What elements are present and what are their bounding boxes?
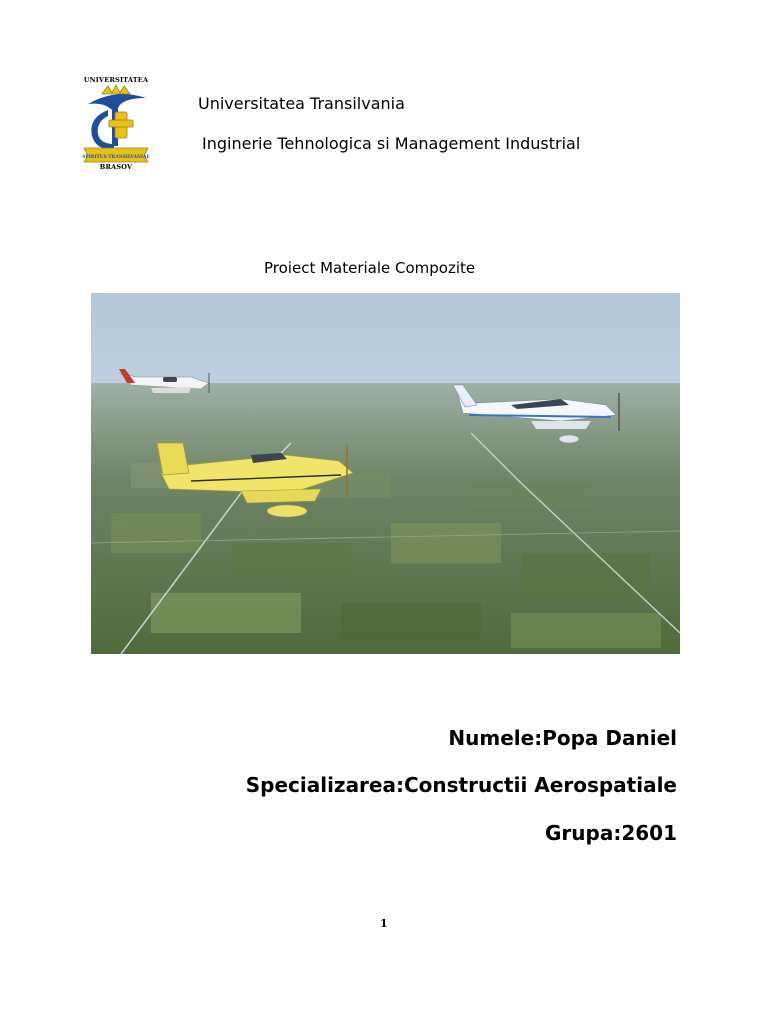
logo-bottom-text: BRASOV (99, 163, 133, 171)
university-crest-icon (82, 84, 150, 164)
page-number: 1 (380, 917, 388, 930)
student-specialization: Specializarea:Constructii Aerospatiale (245, 773, 677, 797)
university-name: Universitatea Transilvania (198, 94, 405, 113)
faculty-name: Inginerie Tehnologica si Management Industrial (202, 134, 581, 153)
student-name: Numele:Popa Daniel (448, 726, 677, 750)
project-title: Proiect Materiale Compozite (264, 259, 476, 277)
university-logo (80, 76, 152, 172)
student-group: Grupa:2601 (545, 821, 677, 845)
logo-ribbon-text: SPIRITUS TRANSILVANIAE (82, 155, 150, 160)
logo-top-text: UNIVERSITATEA (83, 76, 149, 84)
aircraft-photo (91, 293, 680, 654)
aircraft-formation-image (91, 293, 680, 654)
